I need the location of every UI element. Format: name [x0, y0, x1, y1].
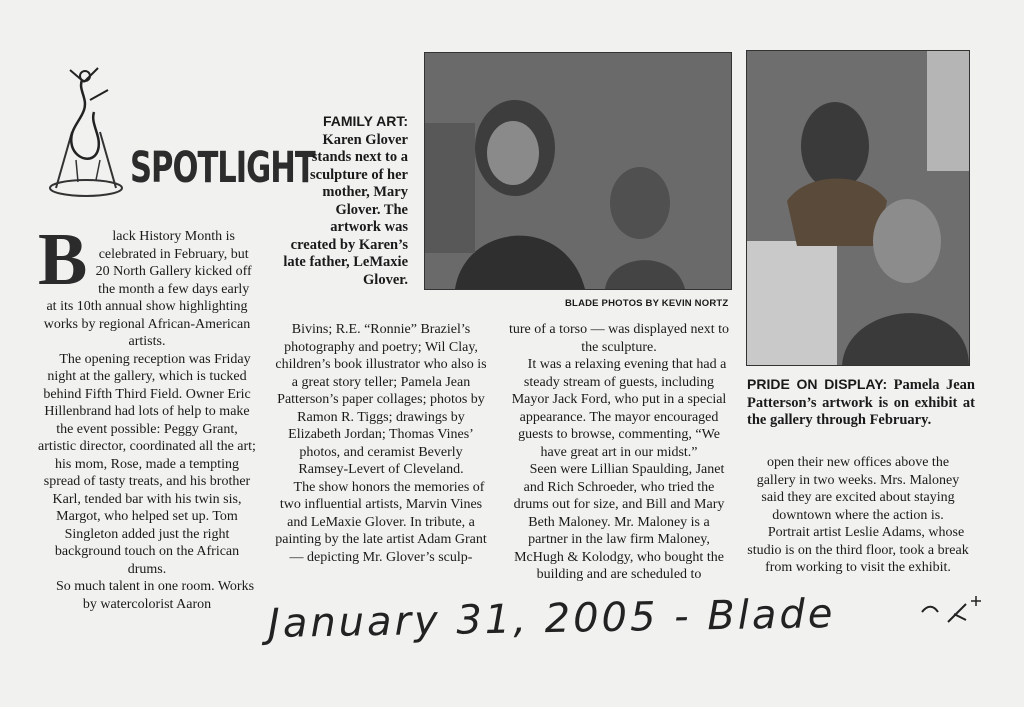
spotlight-figure-icon — [38, 60, 133, 200]
caption-head: PRIDE ON DISPLAY: — [747, 376, 888, 392]
article-paragraph: Seen were Lillian Spaulding, Janet and Rich Schroeder, who tried the drums out for size, and Bill and Mary Beth Maloney. Mr. Maloney is a partner in the law firm Maloney, McHugh & Kolodgy, who bought the building and are scheduled to — [513, 462, 725, 582]
photo-figures-icon — [747, 51, 969, 365]
photo-figures-icon — [425, 53, 731, 289]
article-column-1 — [38, 219, 256, 613]
caption-body: Pamela Jean Patterson’s artwork is on exhibit at the gallery through February. — [747, 377, 975, 428]
article-paragraph: So much talent in one room. Works by watercolorist Aaron — [55, 579, 255, 612]
article-paragraph: Bivins; R.E. “Ronnie” Braziel’s photography and poetry; Wil Clay, children’s book illustrator who also is a great story teller; Pamela Jean Patterson’s paper collages; photos by Ramon R. Tiggs; drawings by Elizabeth Jordan; Thomas Vines’ photos, and ceramist Beverly Ramsey-Levert of Cleveland. — [275, 322, 487, 477]
handwritten-mark-icon — [918, 590, 988, 630]
article-column-4 — [747, 454, 969, 577]
article-paragraph: Portrait artist Leslie Adams, whose studio is on the third floor, took a break from working to visit the exhibit. — [747, 525, 969, 575]
pride-on-display-caption — [747, 376, 975, 430]
article-column-3 — [508, 321, 730, 584]
article-column-2 — [274, 321, 488, 566]
caption-head: FAMILY ART: — [322, 113, 408, 129]
photo-credit: BLADE PHOTOS BY KEVIN NORTZ — [565, 298, 729, 309]
handwritten-date: January 31, 2005 - Blade — [267, 591, 836, 647]
drop-cap: B — [38, 219, 88, 301]
article-paragraph: It was a relaxing evening that had a steady stream of guests, including Mayor Jack Ford, who put in a special appearance. The mayor encouraged guests to browse, commenting, “We have great art in our midst.” — [511, 357, 727, 460]
section-title: SPOTLIGHT — [130, 143, 315, 193]
article-paragraph: B lack History Month is celebrated in February, but 20 North Gallery kicked off the month a few days early at its 10th annual show highlighting works by regional African-American artists. — [38, 219, 252, 349]
article-paragraph: The show honors the memories of two influential artists, Marvin Vines and LeMaxie Glover. In tribute, a painting by the late artist Adam Grant — depicting Mr. Glover’s sculp- — [275, 479, 487, 565]
article-paragraph: ture of a torso — was displayed next to the sculpture. — [508, 322, 730, 355]
family-art-caption — [283, 113, 408, 289]
family-art-photo — [424, 52, 732, 290]
pride-on-display-photo — [746, 50, 970, 366]
caption-body: Karen Glover stands next to a sculpture of her mother, Mary Glover. The artwork was created by Karen’s late father, LeMaxie Glover. — [283, 131, 408, 288]
article-paragraph: The opening reception was Friday night at the gallery, which is tucked behind Fifth Third Field. Owner Eric Hillenbrand had lots of help to make the event possible: Peggy Grant, artistic director, coordinated all the art; his mom, Rose, made a tempting spread of tasty treats, and his brother Karl, tended bar with his twin sis, Margot, who helped set up. Tom Singleton added just the right background touch on the African drums. — [38, 351, 256, 577]
article-paragraph: open their new offices above the gallery in two weeks. Mrs. Maloney said they are excited about staying downtown where the action is. — [756, 455, 960, 523]
